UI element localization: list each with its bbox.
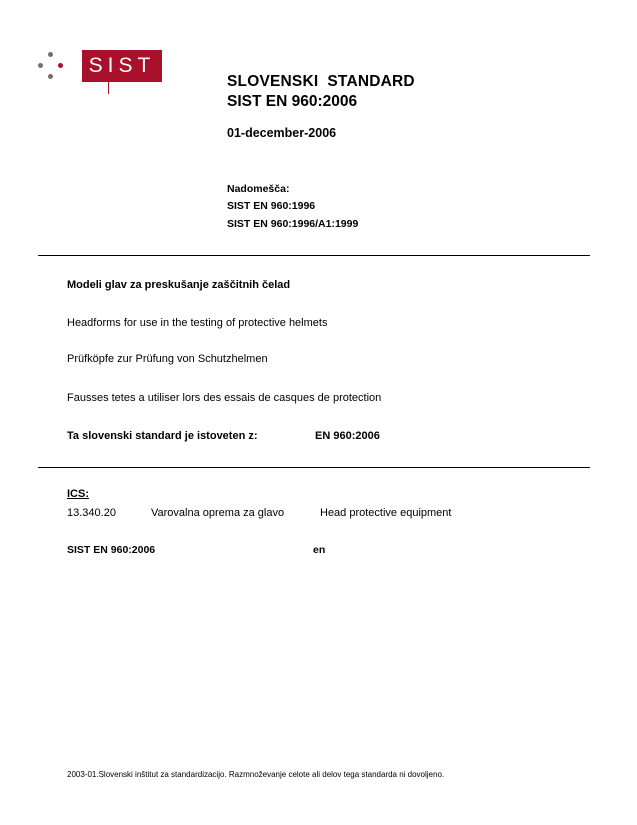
ics-code: 13.340.20 — [67, 507, 116, 519]
standard-code: SIST EN 960:2006 — [227, 93, 358, 110]
replaces-item: SIST EN 960:1996/A1:1999 — [227, 218, 359, 230]
ics-description-slovenian: Varovalna oprema za glavo — [151, 507, 285, 519]
logo-dot — [58, 63, 63, 68]
replaces-label: Nadomešča: — [227, 183, 290, 195]
sist-logo: SIST — [82, 50, 162, 82]
logo-dots — [36, 52, 76, 86]
title-german: Prüfköpfe zur Prüfung von Schutzhelmen — [67, 353, 268, 365]
footer-code: SIST EN 960:2006 — [67, 544, 156, 556]
standard-date: 01-december-2006 — [227, 126, 337, 140]
divider — [38, 467, 590, 468]
identical-value: EN 960:2006 — [315, 430, 380, 442]
copyright-notice: 2003-01.Slovenski inštitut za standardizacijo. Razmnoževanje celote ali delov tega standarda ni dovoljeno. — [67, 770, 445, 779]
replaces-item: SIST EN 960:1996 — [227, 200, 316, 212]
identical-label: Ta slovenski standard je istoveten z: — [67, 430, 258, 442]
title-french: Fausses tetes a utiliser lors des essais de casques de protection — [67, 392, 382, 404]
title-english: Headforms for use in the testing of protective helmets — [67, 317, 328, 329]
logo-dot — [38, 63, 43, 68]
divider — [38, 255, 590, 256]
standard-title: SLOVENSKI STANDARD — [227, 73, 415, 90]
logo-dot — [48, 52, 53, 57]
logo-line — [108, 82, 109, 94]
logo-dot — [48, 74, 53, 79]
ics-description-english: Head protective equipment — [320, 507, 452, 519]
footer-language: en — [313, 544, 326, 556]
title-slovenian: Modeli glav za preskušanje zaščitnih čelad — [67, 279, 291, 291]
ics-label: ICS: — [67, 488, 89, 500]
